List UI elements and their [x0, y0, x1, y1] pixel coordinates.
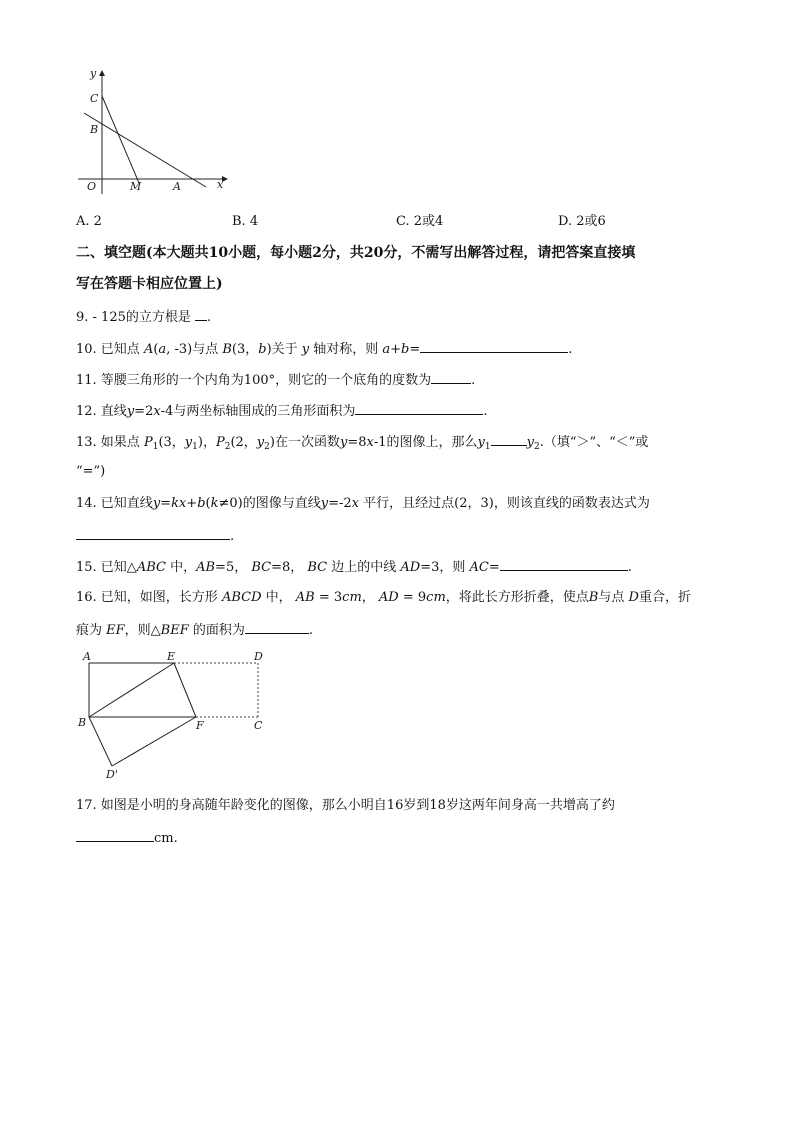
question-11 — [76, 369, 475, 391]
q12-text: 12. 直线 — [76, 404, 127, 419]
q14-text: + — [186, 496, 198, 511]
question-17: 17. 如图是小明的身高随年龄变化的图像，那么小明自16岁到18岁这两年间身高一共增高了约 — [76, 798, 615, 813]
line-cm — [102, 96, 139, 183]
q14-var-k: k — [210, 496, 219, 511]
q13-var-y2: y — [256, 435, 265, 450]
q16-answer-blank[interactable] — [245, 619, 309, 634]
q17-unit: cm. — [154, 831, 178, 846]
q16-text: 痕为 — [76, 623, 107, 638]
label-e: E — [167, 650, 176, 663]
q15-text: 15. 已知△ — [76, 560, 137, 575]
q12-var-x: x — [153, 404, 161, 419]
q16-unit: cm — [342, 590, 362, 605]
label-d: D — [254, 650, 263, 663]
q10-point-a: A — [143, 342, 154, 357]
q13-var-y: y — [339, 435, 348, 450]
label-b: B — [78, 716, 87, 729]
point-m-label: M — [130, 180, 142, 193]
q13-sub: 2 — [224, 442, 231, 452]
q13-text: (3， — [158, 435, 185, 450]
label-dprime: D' — [106, 768, 118, 781]
q16-text: 中， — [261, 590, 296, 605]
question-16-line2 — [76, 619, 313, 641]
q16-ad: AD — [378, 590, 399, 605]
question-17-line2 — [76, 827, 178, 849]
q13-var-y1: y — [477, 435, 485, 450]
question-13 — [76, 431, 648, 457]
q16-rect: ABCD — [221, 590, 262, 605]
q16-ef: EF — [106, 623, 125, 638]
q10-var-y: y — [301, 342, 310, 357]
q13-point-p2: P — [215, 435, 225, 450]
q15-bc: BC — [307, 560, 328, 575]
q10-text: ( — [153, 342, 159, 357]
q13-text: (2， — [230, 435, 257, 450]
q13-answer-blank[interactable] — [491, 431, 527, 446]
q12-text: -4与两坐标轴围成的三角形面积为 — [160, 404, 356, 419]
folded-rectangle-figure — [74, 648, 274, 783]
origin-label: O — [87, 180, 97, 193]
segment-be — [89, 663, 174, 717]
q14-var-b: b — [197, 496, 206, 511]
section-heading-line2: 写在答题卡相应位置上) — [76, 276, 223, 292]
q11-text: 11. 等腰三角形的一个内角为100°，则它的一个底角的度数为 — [76, 373, 432, 388]
q11-end: . — [471, 373, 476, 388]
q15-text: 边上的中线 — [327, 560, 401, 575]
point-a-label: A — [173, 180, 181, 193]
q10-text: 10. 已知点 — [76, 342, 144, 357]
option-d: D. 2或6 — [558, 214, 606, 229]
label-f: F — [196, 719, 204, 732]
q13-var-y1: y — [184, 435, 193, 450]
q10-text: , -3)与点 — [166, 342, 223, 357]
q10-text: )关于 — [266, 342, 302, 357]
q13-text: .（填“＞”、“＜”或 — [539, 435, 649, 450]
q14-answer-blank[interactable] — [76, 525, 230, 540]
q10-point-b: B — [222, 342, 232, 357]
point-c-label: C — [90, 92, 99, 105]
option-c: C. 2或4 — [396, 214, 444, 229]
q16-text: ，则△ — [124, 623, 161, 638]
q14-end: . — [230, 529, 235, 544]
q16-text: ，将此长方形折叠，使点 — [445, 590, 589, 605]
q15-ac: AC — [469, 560, 489, 575]
q16-text: 与点 — [598, 590, 629, 605]
q10-var-a: a — [158, 342, 167, 357]
q9-end: . — [207, 310, 212, 325]
q15-end: . — [627, 560, 632, 575]
q16-text: 16. 已知，如图，长方形 — [76, 590, 222, 605]
q15-text: =3，则 — [420, 560, 470, 575]
q10-answer-blank[interactable] — [420, 338, 568, 353]
q14-var-y: y — [320, 496, 329, 511]
segment-ef — [174, 663, 196, 717]
q16-triangle: BEF — [160, 623, 189, 638]
q13-text: )， — [197, 435, 216, 450]
q13-text: )在一次函数 — [269, 435, 340, 450]
q16-text: 的面积为 — [188, 623, 245, 638]
coordinate-graph-figure — [74, 66, 234, 196]
question-10 — [76, 338, 572, 360]
q16-unit: cm — [426, 590, 446, 605]
q15-text: =5， — [215, 560, 252, 575]
q10-end: . — [568, 342, 573, 357]
q12-var-y: y — [126, 404, 135, 419]
option-b: B. 4 — [232, 214, 259, 229]
q15-ad: AD — [400, 560, 421, 575]
q16-end: . — [308, 623, 314, 638]
q14-text: = — [160, 496, 172, 511]
point-b-label: B — [90, 123, 99, 136]
q10-text: 轴对称，则 — [309, 342, 383, 357]
segment-dprime-f — [112, 717, 196, 766]
label-c: C — [254, 719, 263, 732]
q11-answer-blank[interactable] — [431, 369, 471, 384]
q15-triangle: ABC — [136, 560, 166, 575]
x-axis-label: x — [217, 178, 224, 191]
label-a: A — [83, 650, 91, 663]
q15-ab: AB — [196, 560, 216, 575]
q16-text: 重合，折 — [638, 590, 691, 605]
question-14 — [76, 494, 650, 514]
q9-text: 9. - 125的立方根是 — [76, 310, 196, 325]
q13-sub: 1 — [192, 442, 198, 452]
q10-expr: a+b — [382, 342, 410, 357]
q16-ab: AB — [295, 590, 315, 605]
q12-text: =2 — [134, 404, 154, 419]
q9-answer-blank[interactable] — [195, 306, 207, 321]
question-12 — [76, 400, 488, 422]
q14-text: 平行，且经过点(2，3)，则该直线的函数表达式为 — [359, 496, 650, 511]
q10-text: = — [409, 342, 421, 357]
section-heading-line1: 二、填空题(本大题共10小题，每小题2分，共20分，不需写出解答过程，请把答案直接填 — [76, 245, 636, 261]
q10-var-b: b — [258, 342, 267, 357]
option-a: A. 2 — [76, 214, 102, 229]
q14-text: 14. 已知直线 — [76, 496, 153, 511]
y-axis-arrow-icon — [99, 70, 105, 76]
question-9 — [76, 306, 211, 328]
q12-end: . — [483, 404, 488, 419]
q14-text: =-2 — [328, 496, 352, 511]
q13-sub: 2 — [533, 442, 540, 452]
q10-text: (3， — [231, 342, 259, 357]
q15-text: 中， — [165, 560, 197, 575]
q17-answer-blank[interactable] — [76, 827, 154, 842]
q16-point-d: D — [628, 590, 639, 605]
q16-text: = 3 — [314, 590, 343, 605]
q13-text: =8 — [347, 435, 367, 450]
q13-sub: 2 — [264, 442, 270, 452]
q16-point-b: B — [588, 590, 599, 605]
q14-text: ( — [205, 496, 211, 511]
question-13-line2: “=”) — [76, 464, 106, 479]
q16-text: ， — [361, 590, 379, 605]
q15-text: =8， — [271, 560, 308, 575]
q14-var-y: y — [152, 496, 161, 511]
q15-answer-blank[interactable] — [500, 556, 628, 571]
y-axis-label: y — [90, 67, 97, 80]
segment-bdprime — [89, 717, 112, 766]
q13-text: -1的图像上，那么 — [373, 435, 478, 450]
q13-sub: 1 — [484, 442, 491, 452]
q14-var-kx: kx — [171, 496, 187, 511]
q13-var-x: x — [366, 435, 374, 450]
q14-var-x: x — [351, 496, 360, 511]
q13-text: 13. 如果点 — [76, 435, 144, 450]
q15-text: = — [488, 560, 500, 575]
question-15 — [76, 556, 632, 578]
q13-sub: 1 — [152, 442, 159, 452]
q13-point-p1: P — [143, 435, 153, 450]
q16-text: = 9 — [398, 590, 427, 605]
question-14-line2 — [76, 525, 234, 547]
question-16 — [76, 588, 691, 608]
q12-answer-blank[interactable] — [355, 400, 483, 415]
q14-text: ≠0)的图像与直线 — [218, 496, 321, 511]
q15-bc: BC — [251, 560, 272, 575]
q13-var-y2: y — [526, 435, 534, 450]
